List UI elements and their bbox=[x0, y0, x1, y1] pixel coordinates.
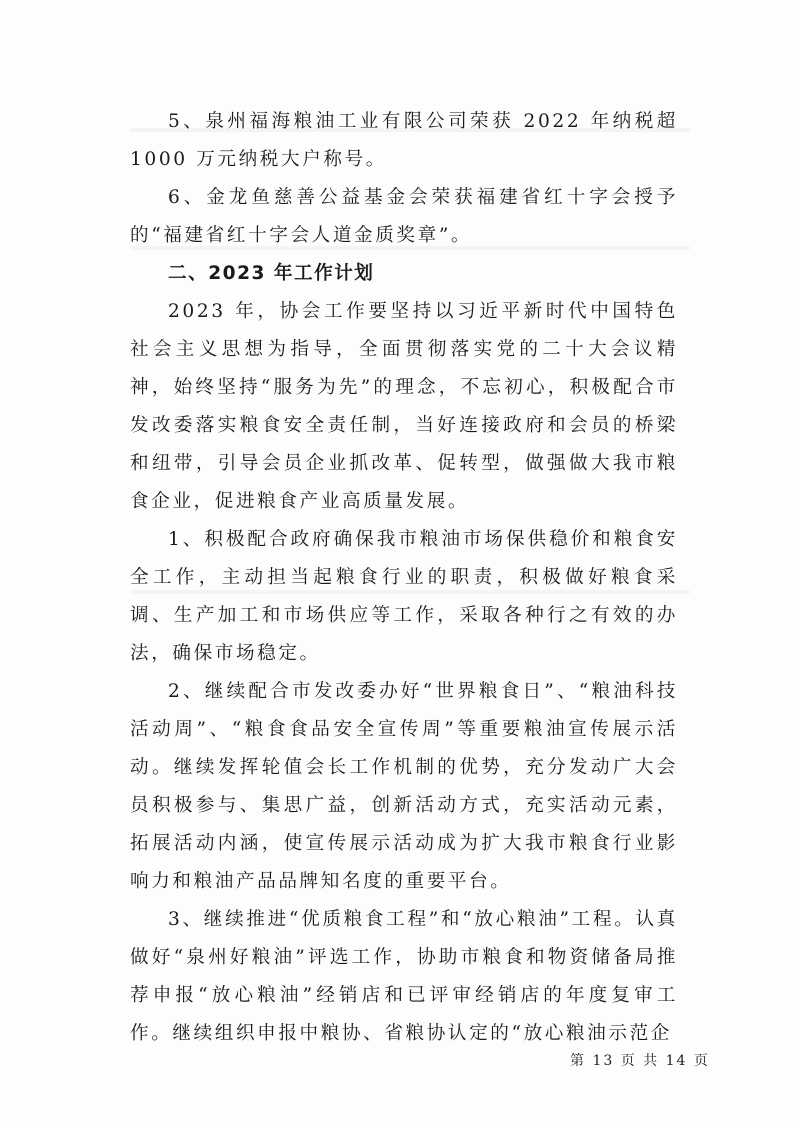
paragraph-plan-intro: 2023 年，协会工作要坚持以习近平新时代中国特色社会主义思想为指导，全面贯彻落实党的二十大会议精神，始终坚持“服务为先”的理念，不忘初心，积极配合市发改委落实粮食安全责任制，当好连接政府和会员的桥梁和纽带，引导会员企业抓改革、促转型，做强做大我市粮食企业，促进粮食产业高质量发展。 bbox=[130, 301, 678, 512]
paragraph-plan-item-1: 1、积极配合政府确保我市粮油市场保供稳价和粮食安全工作，主动担当起粮食行业的职责，积极做好粮食采调、生产加工和市场供应等工作，采取各种行之有效的办法，确保市场稳定。 bbox=[130, 529, 678, 664]
document-body bbox=[130, 103, 678, 1053]
paragraph-achievement-5: 5、泉州福海粮油工业有限公司荣获 2022 年纳税超 1000 万元纳税大户称号。 bbox=[130, 111, 678, 170]
page-number-footer: 第 13 页 共 14 页 bbox=[570, 1053, 710, 1069]
paragraph-plan-item-3: 3、继续推进“优质粮食工程”和“放心粮油”工程。认真做好“泉州好粮油”评选工作，协助市粮食和物资储备局推荐申报“放心粮油”经销店和已评审经销店的年度复审工作。继续组织申报中粮协、省粮协认定的“放心粮油示范企 bbox=[130, 909, 678, 1044]
paragraph-plan-item-2: 2、继续配合市发改委办好“世界粮食日”、“粮油科技活动周”、“粮食食品安全宣传周”等重要粮油宣传展示活动。继续发挥轮值会长工作机制的优势，充分发动广大会员积极参与、集思广益，创新活动方式，充实活动元素，拓展活动内涵，使宣传展示活动成为扩大我市粮食行业影响力和粮油产品品牌知名度的重要平台。 bbox=[130, 681, 678, 892]
section-heading-2023-plan: 二、2023 年工作计划 bbox=[168, 263, 375, 284]
paragraph-achievement-6: 6、金龙鱼慈善公益基金会荣获福建省红十字会授予的“福建省红十字会人道金质奖章”。 bbox=[130, 187, 678, 246]
